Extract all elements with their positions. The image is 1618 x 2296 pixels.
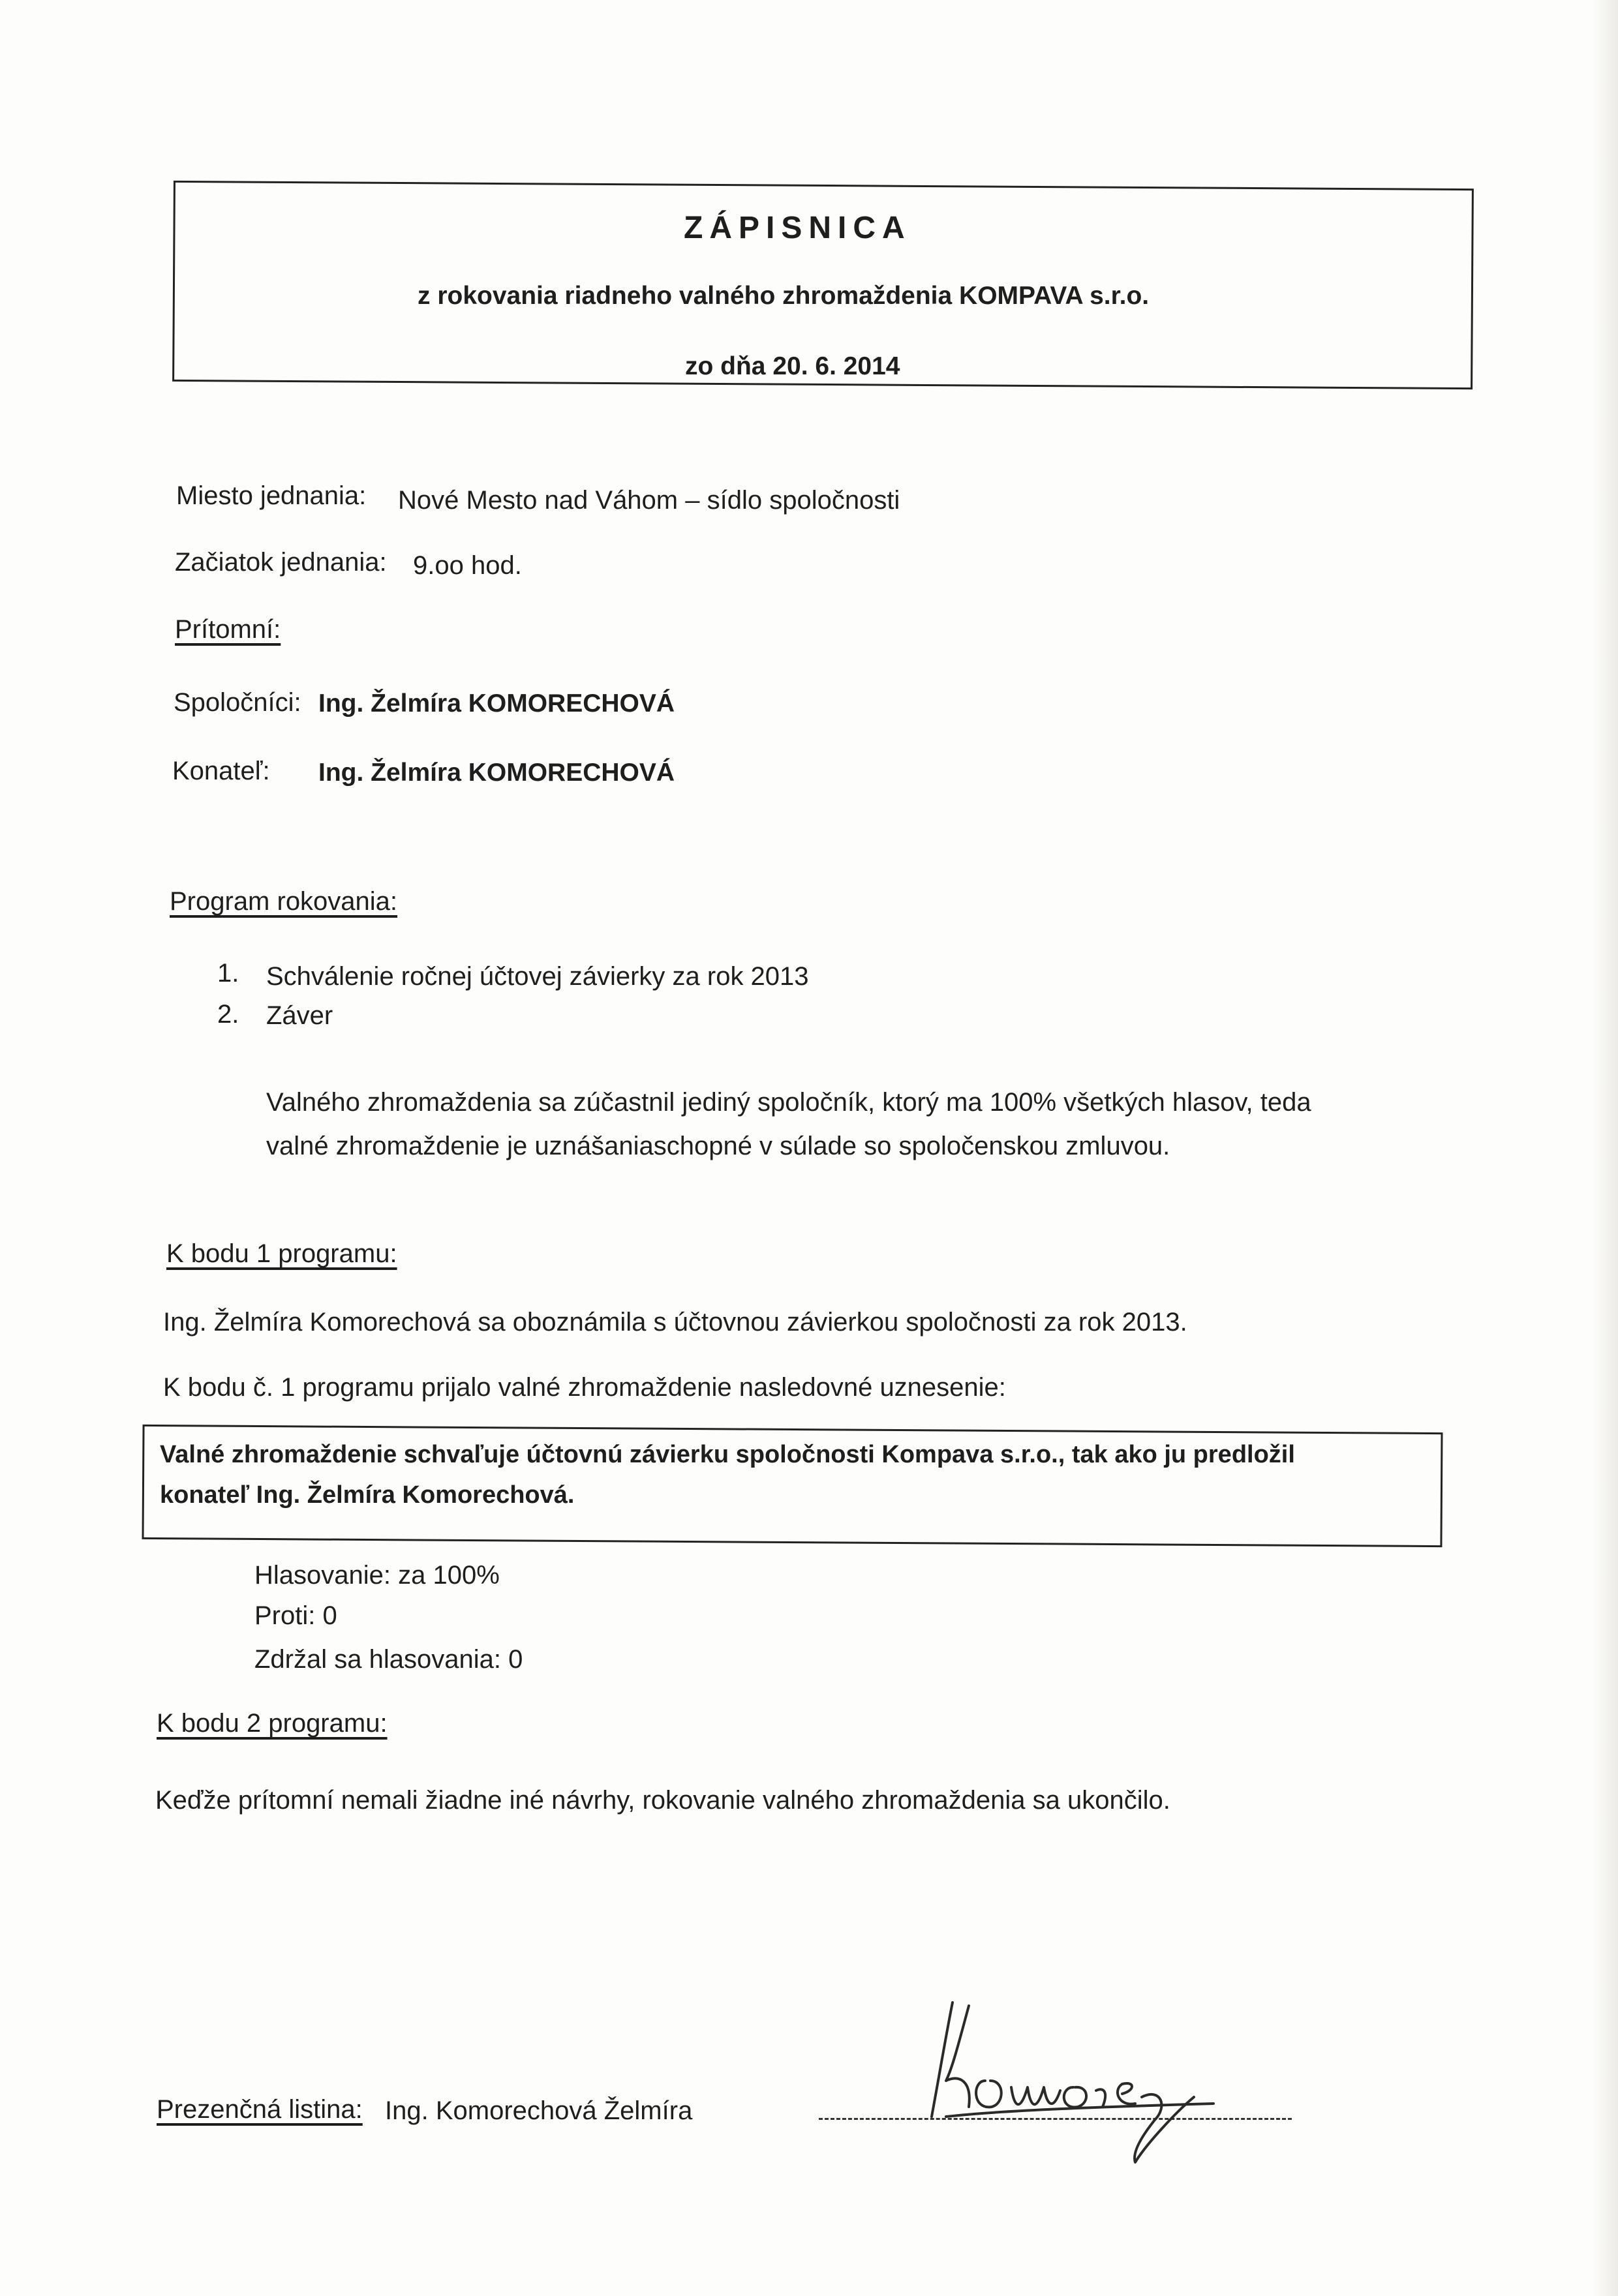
executive-label: Konateľ:	[172, 757, 270, 785]
vote-against: Proti: 0	[254, 1601, 337, 1630]
attendance-value: Ing. Komorechová Želmíra	[385, 2096, 693, 2125]
point1-text-2: K bodu č. 1 programu prijalo valné zhromaždenie nasledovné uznesenie:	[163, 1373, 1006, 1402]
partners-label: Spoločníci:	[174, 688, 301, 717]
start-label: Začiatok jednania:	[175, 548, 387, 577]
point1-text-1: Ing. Želmíra Komorechová sa oboznámila s účtovnou závierkou spoločnosti za rok 2013.	[163, 1308, 1187, 1337]
program-item-1-number: 1.	[217, 959, 239, 988]
program-item-2-number: 2.	[217, 1000, 239, 1029]
document-date: zo dňa 20. 6. 2014	[685, 352, 900, 380]
program-item-1: Schválenie ročnej účtovej závierky za rok 2013	[266, 962, 809, 991]
partners-value: Ing. Želmíra KOMORECHOVÁ	[318, 689, 675, 718]
resolution-line-2: konateľ Ing. Želmíra Komorechová.	[160, 1481, 575, 1509]
quorum-line-1: Valného zhromaždenia sa zúčastnil jediný spoločník, ktorý ma 100% všetkých hlasov, teda	[266, 1088, 1311, 1117]
point2-text: Keďže prítomní nemali žiadne iné návrhy, rokovanie valného zhromaždenia sa ukončilo.	[155, 1786, 1170, 1815]
attendance-label: Prezenčná listina:	[157, 2095, 363, 2124]
scan-page-edge	[1592, 0, 1618, 2296]
quorum-line-2: valné zhromaždenie je uznášaniaschopné v súlade so spoločenskou zmluvou.	[266, 1132, 1170, 1160]
document-title: ZÁPISNICA	[684, 211, 911, 245]
present-heading: Prítomní:	[175, 615, 281, 644]
resolution-line-1: Valné zhromaždenie schvaľuje účtovnú závierku spoločnosti Kompava s.r.o., tak ako ju predložil	[160, 1441, 1295, 1468]
start-value: 9.oo hod.	[413, 551, 522, 580]
vote-abstain: Zdržal sa hlasovania: 0	[254, 1645, 523, 1674]
document-subtitle: z rokovania riadneho valného zhromaždenia KOMPAVA s.r.o.	[418, 282, 1150, 310]
point2-heading: K bodu 2 programu:	[157, 1709, 388, 1738]
vote-for: Hlasovanie: za 100%	[254, 1561, 500, 1590]
program-heading: Program rokovania:	[170, 887, 398, 916]
signature-image	[907, 1983, 1246, 2172]
place-label: Miesto jednania:	[176, 481, 367, 510]
program-item-2: Záver	[266, 1001, 333, 1030]
point1-heading: K bodu 1 programu:	[166, 1239, 397, 1268]
place-value: Nové Mesto nad Váhom – sídlo spoločnosti	[398, 486, 900, 515]
executive-value: Ing. Želmíra KOMORECHOVÁ	[318, 759, 675, 787]
